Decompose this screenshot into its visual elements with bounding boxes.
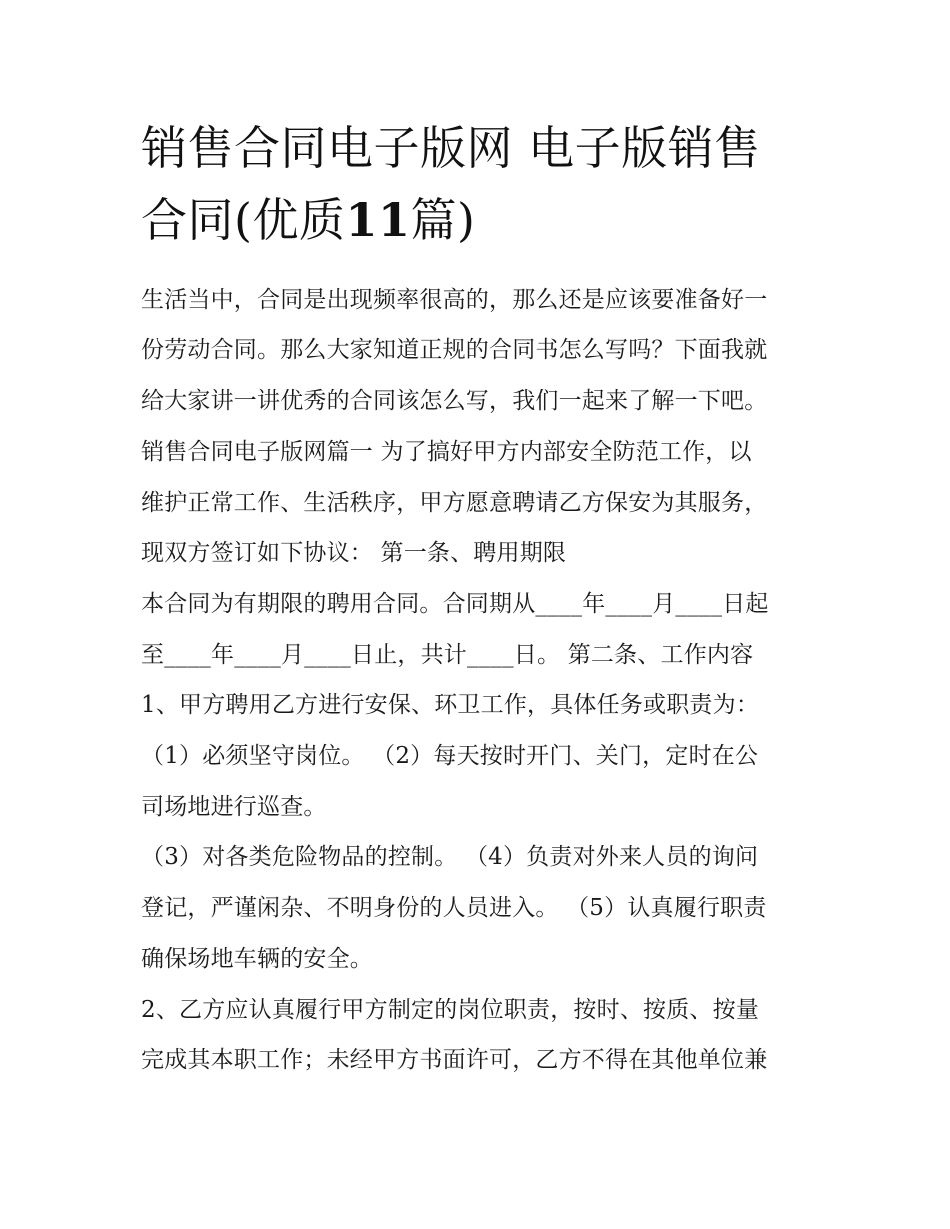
body-line: 完成其本职工作；未经甲方书面许可，乙方不得在其他单位兼 xyxy=(141,1047,768,1073)
document-title xyxy=(141,112,821,256)
body-line: 司场地进行巡查。 xyxy=(141,794,327,820)
body-line: 登记，严谨闲杂、不明身份的人员进入。 （5）认真履行职责 xyxy=(141,895,767,921)
body-line: 给大家讲一讲优秀的合同该怎么写，我们一起来了解一下吧。 xyxy=(141,388,768,414)
title-line-2-suffix: 篇) xyxy=(410,193,476,247)
title-line-1: 销售合同电子版网 电子版销售 xyxy=(141,121,761,175)
body-line: 确保场地车辆的安全。 xyxy=(141,946,373,972)
title-line-2-prefix: 合同(优质 xyxy=(141,193,346,247)
body-line: （1）必须坚守岗位。 （2）每天按时开门、关门，定时在公 xyxy=(141,743,759,769)
body-line: 至____年____月____日止，共计____日。 第二条、工作内容 xyxy=(141,642,754,668)
body-line: 份劳动合同。那么大家知道正规的合同书怎么写吗？下面我就 xyxy=(141,337,768,363)
body-line: 生活当中，合同是出现频率很高的，那么还是应该要准备好一 xyxy=(141,287,768,313)
body-line: 维护正常工作、生活秩序，甲方愿意聘请乙方保安为其服务， xyxy=(141,490,768,516)
title-line-2 xyxy=(141,184,821,256)
body-line: 1、甲方聘用乙方进行安保、环卫工作，具体任务或职责为： xyxy=(141,692,760,718)
body-line: （3）对各类危险物品的控制。 （4）负责对外来人员的询问 xyxy=(141,844,759,870)
title-line-2-number: 11 xyxy=(345,193,411,247)
body-line: 现双方签订如下协议： 第一条、聘用期限 xyxy=(141,540,567,566)
body-line: 本合同为有期限的聘用合同。合同期从____年____月____日起 xyxy=(141,591,769,617)
body-line: 2、乙方应认真履行甲方制定的岗位职责，按时、按质、按量 xyxy=(141,997,760,1023)
body-line: 销售合同电子版网篇一 为了搞好甲方内部安全防范工作，以 xyxy=(141,439,752,465)
